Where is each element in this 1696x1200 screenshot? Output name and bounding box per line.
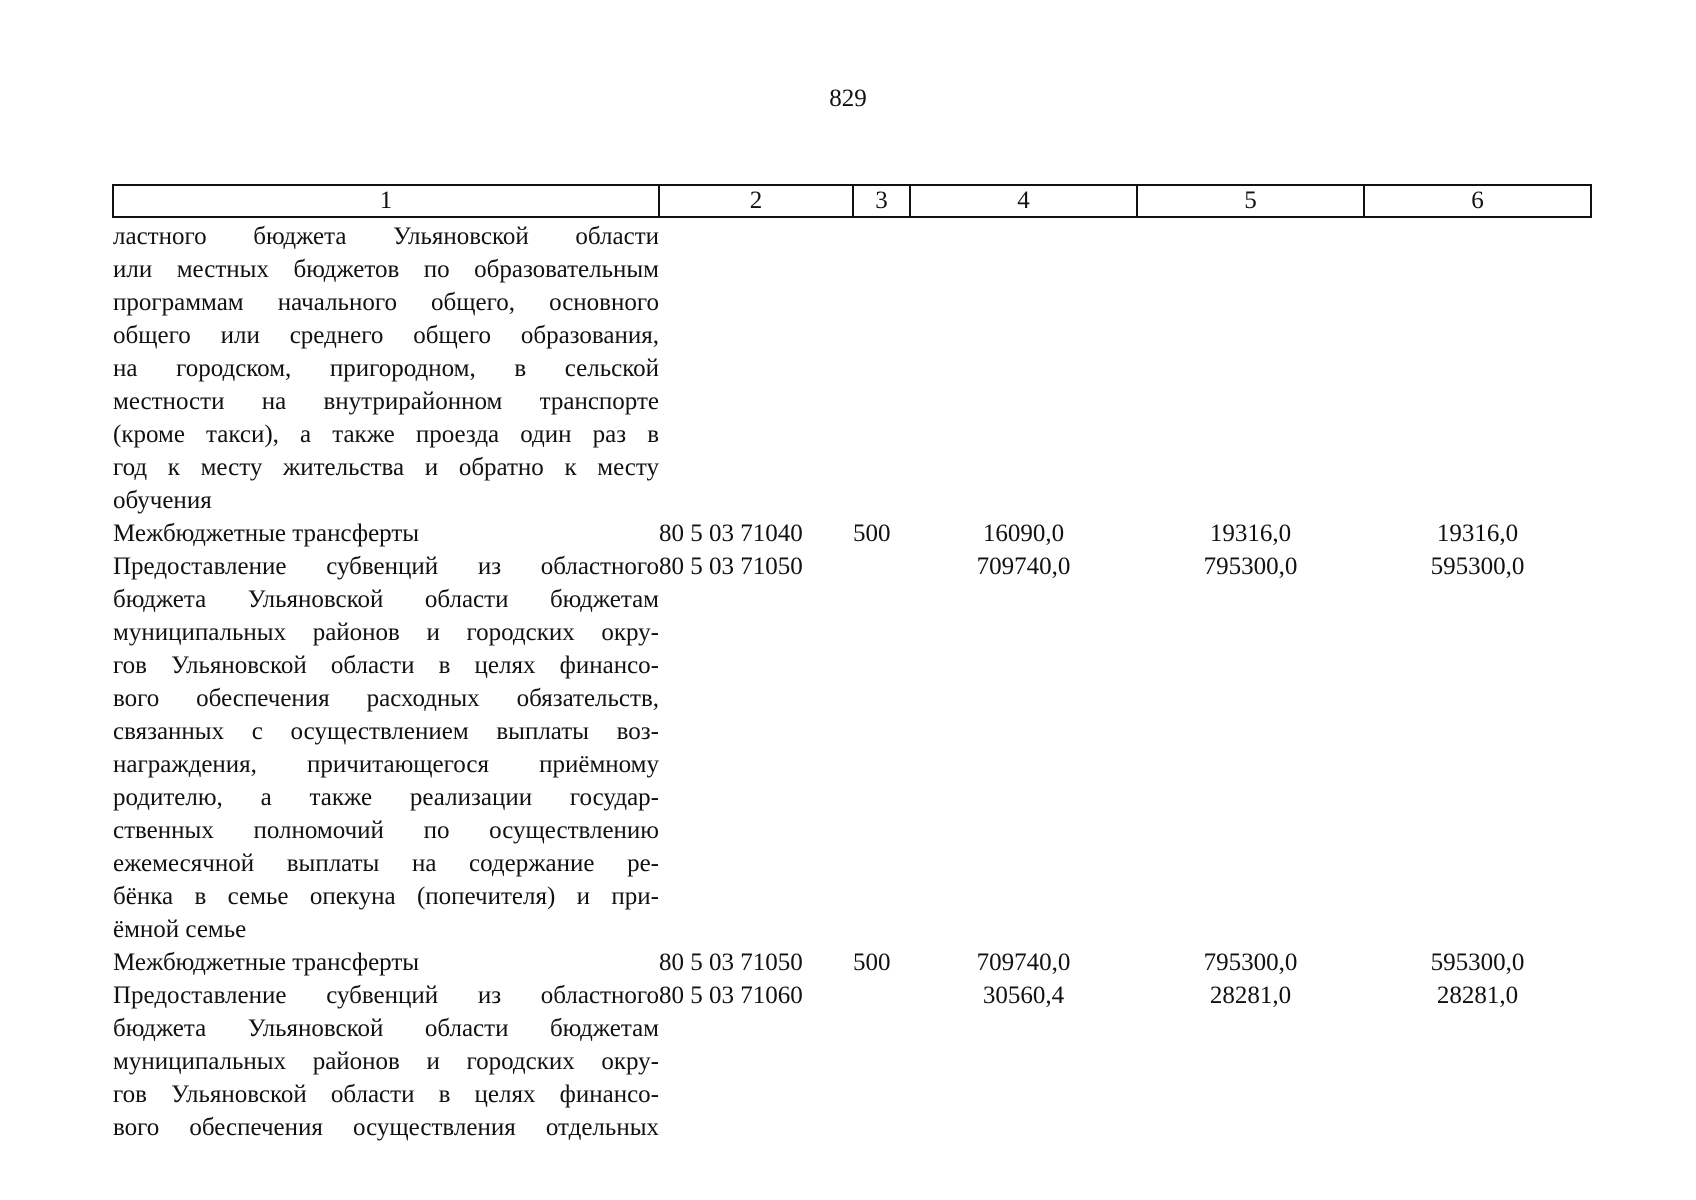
row-value-col6: 19316,0 [1436, 520, 1519, 547]
header-col-4: 4 [910, 185, 1137, 217]
description-line: гов Ульяновской области в целях финансо- [113, 652, 659, 679]
row-code: 80 5 03 71050 [659, 949, 803, 976]
row-expense-type [853, 550, 910, 946]
table-row [113, 979, 1591, 1144]
budget-table [112, 184, 1592, 1144]
row-description [113, 979, 659, 1144]
table-header-row [113, 185, 1591, 217]
description-line: бюджета Ульяновской области бюджетам [113, 1015, 659, 1042]
description-line: Межбюджетные трансферты [113, 520, 420, 547]
description-line: гов Ульяновской области в целях финансо- [113, 1081, 659, 1108]
row-value-col6: 595300,0 [1430, 949, 1525, 976]
description-line: местности на внутрирайонном транспорте [113, 388, 659, 415]
description-line: на городском, пригородном, в сельской [113, 355, 659, 382]
table-row [113, 550, 1591, 946]
description-line: ежемесячной выплаты на содержание ре- [113, 850, 659, 877]
description-line: обучения [113, 487, 212, 514]
row-code: 80 5 03 71050 [659, 553, 803, 580]
description-line: муниципальных районов и городских окру- [113, 1048, 659, 1075]
description-line: Межбюджетные трансферты [113, 949, 420, 976]
description-line: (кроме такси), а также проезда один раз в [113, 421, 659, 448]
row-description [113, 550, 659, 946]
description-line: или местных бюджетов по образовательным [113, 256, 659, 283]
row-code: 80 5 03 71040 [659, 520, 803, 547]
row-value-col5: 795300,0 [1203, 553, 1298, 580]
row-value-col4: 709740,0 [976, 553, 1071, 580]
table-row [113, 946, 1591, 979]
row-value-col6: 28281,0 [1436, 982, 1519, 1009]
page-number: 829 [829, 85, 867, 112]
description-line: связанных с осуществлением выплаты воз- [113, 718, 659, 745]
row-description [113, 217, 659, 517]
description-line: ластного бюджета Ульяновской области [113, 223, 659, 250]
description-line: вого обеспечения расходных обязательств, [113, 685, 659, 712]
description-line: муниципальных районов и городских окру- [113, 619, 659, 646]
row-value-col5: 19316,0 [1209, 520, 1292, 547]
description-line: ственных полномочий по осуществлению [113, 817, 659, 844]
row-code [659, 217, 853, 517]
table-row [113, 517, 1591, 550]
header-col-6: 6 [1364, 185, 1591, 217]
description-line: год к месту жительства и обратно к месту [113, 454, 659, 481]
row-value-col4 [910, 217, 1137, 517]
row-value-col4: 709740,0 [976, 949, 1071, 976]
header-col-1: 1 [113, 185, 659, 217]
row-value-col5: 28281,0 [1209, 982, 1292, 1009]
header-col-5: 5 [1137, 185, 1364, 217]
row-expense-type: 500 [853, 949, 891, 976]
description-line: вого обеспечения осуществления отдельных [113, 1114, 659, 1141]
row-value-col5: 795300,0 [1203, 949, 1298, 976]
row-expense-type: 500 [853, 520, 891, 547]
row-value-col5 [1137, 217, 1364, 517]
row-expense-type [853, 217, 910, 517]
description-line: программам начального общего, основного [113, 289, 659, 316]
row-description [113, 946, 659, 979]
row-value-col6: 595300,0 [1430, 553, 1525, 580]
description-line: бюджета Ульяновской области бюджетам [113, 586, 659, 613]
description-line: Предоставление субвенций из областного [113, 553, 659, 580]
row-value-col6 [1364, 217, 1591, 517]
row-value-col4: 16090,0 [982, 520, 1065, 547]
description-line: ёмной семье [113, 916, 247, 943]
description-line: родителю, а также реализации государ- [113, 784, 659, 811]
table-row [113, 217, 1591, 517]
row-expense-type [853, 979, 910, 1144]
header-col-2: 2 [659, 185, 853, 217]
row-description [113, 517, 659, 550]
description-line: Предоставление субвенций из областного [113, 982, 659, 1009]
description-line: бёнка в семье опекуна (попечителя) и при- [113, 883, 659, 910]
row-code: 80 5 03 71060 [659, 982, 803, 1009]
description-line: награждения, причитающегося приёмному [113, 751, 659, 778]
description-line: общего или среднего общего образования, [113, 322, 659, 349]
header-col-3: 3 [853, 185, 910, 217]
row-value-col4: 30560,4 [982, 982, 1065, 1009]
